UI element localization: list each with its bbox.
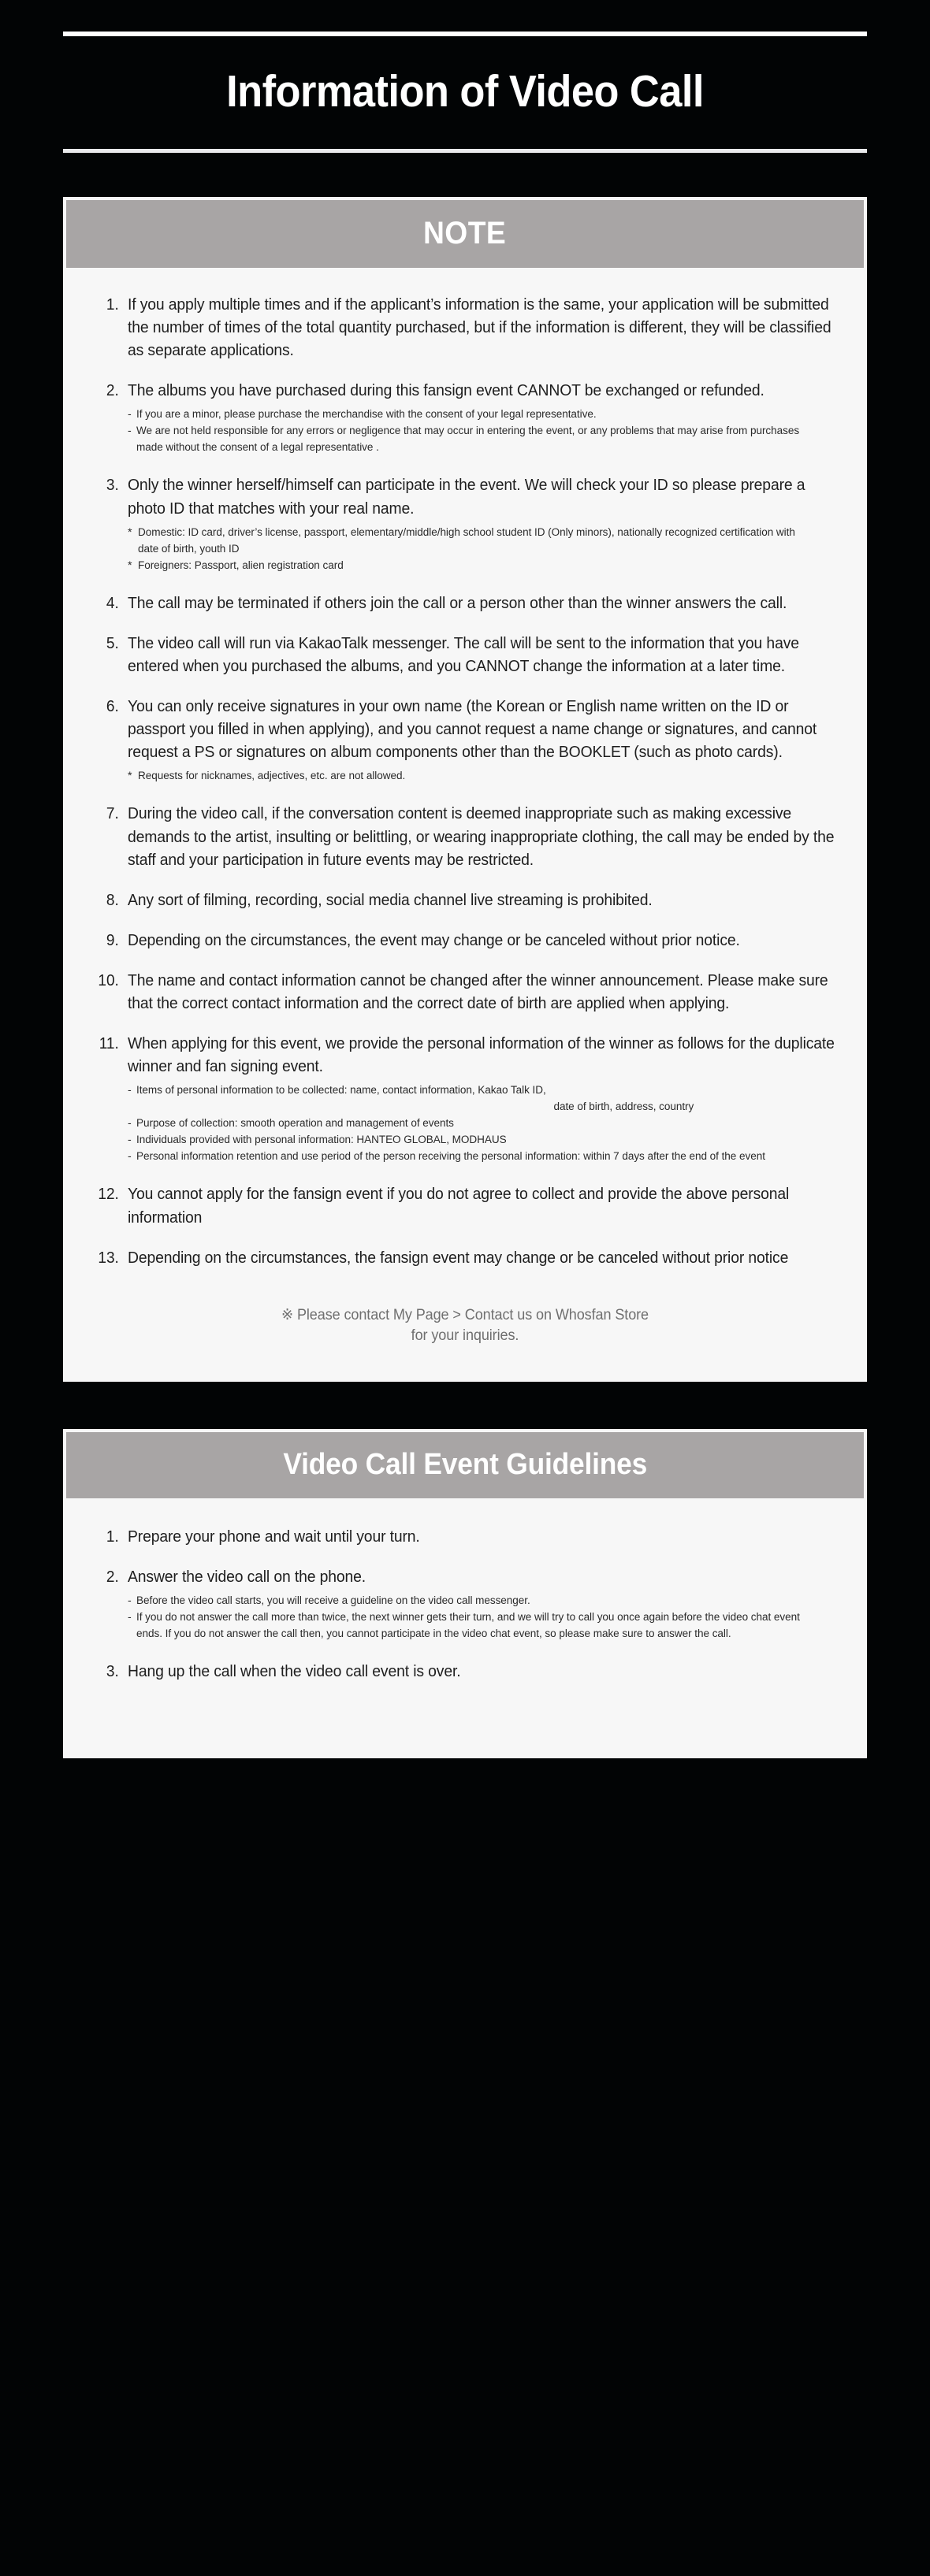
- sub-note-text: Purpose of collection: smooth operation and management of events: [136, 1117, 454, 1130]
- note-panel-header: [66, 200, 864, 268]
- list-item-number: 2.: [106, 381, 119, 400]
- list-item-text: Prepare your phone and wait until your turn.: [128, 1527, 420, 1546]
- sub-note-text: Domestic: ID card, driver’s license, passport, elementary/middle/high school student ID (Only minors), nationally recognized certification with date of birth, youth ID: [138, 525, 795, 555]
- dash-marker-icon: -: [128, 1117, 132, 1130]
- list-item-content: [128, 473, 835, 573]
- list-item-text: Answer the video call on the phone.: [128, 1568, 366, 1587]
- list-item-number: 2.: [106, 1568, 119, 1587]
- list-item-text: You cannot apply for the fansign event if you do not agree to collect and provide the above personal information: [128, 1185, 790, 1227]
- sub-note-list: [128, 525, 835, 574]
- sub-note-text: We are not held responsible for any errors or negligence that may occur in entering the event, or any problems that may arise from purchases made without the consent of a legal representative .: [136, 425, 800, 455]
- sub-note: [128, 1593, 835, 1609]
- sub-note-list: [128, 768, 835, 785]
- sub-note-list: [128, 1593, 835, 1642]
- guidelines-panel: [63, 1429, 867, 1758]
- list-item-content: [128, 632, 835, 677]
- dash-marker-icon: -: [128, 1084, 132, 1097]
- guidelines-item-list: [95, 1525, 835, 1683]
- dash-marker-icon: -: [128, 1134, 132, 1147]
- sub-note: [128, 525, 835, 558]
- list-item-text: Any sort of filming, recording, social media channel live streaming is prohibited.: [128, 890, 653, 909]
- list-item: [95, 293, 835, 362]
- list-item: [95, 473, 835, 573]
- list-item-content: [128, 1032, 835, 1165]
- asterisk-marker-icon: *: [128, 525, 132, 539]
- sub-note-list: [128, 406, 835, 456]
- sub-note: [128, 406, 835, 423]
- title-block: [0, 0, 930, 153]
- list-item-number: 9.: [106, 930, 119, 949]
- dash-marker-icon: -: [128, 1611, 132, 1624]
- list-item-content: [128, 1565, 835, 1642]
- page-title: Information of Video Call: [226, 66, 704, 117]
- list-item: [95, 802, 835, 870]
- sub-note-text: If you do not answer the call more than twice, the next winner gets their turn, and we will try to call you once again before the video chat event ends. If you do not answer the call then, you cannot participate in the video chat event, so please make sure to answer the call.: [136, 1611, 800, 1641]
- list-item: [95, 379, 835, 456]
- sub-note: [128, 1132, 835, 1149]
- title-rule-bottom: [63, 149, 867, 153]
- list-item-text: The albums you have purchased during this fansign event CANNOT be exchanged or refunded.: [128, 381, 764, 400]
- sub-note-list: [128, 1082, 835, 1165]
- list-item-text: Depending on the circumstances, the event may change or be canceled without prior notice.: [128, 930, 740, 949]
- list-item-content: [128, 802, 835, 870]
- sub-note: [128, 1115, 835, 1132]
- list-item-text: You can only receive signatures in your own name (the Korean or English name written on the ID or passport you filled in when applying), and you cannot request a name change or signatures, and cannot request a PS or signatures on album components other than the BOOKLET (such as photo cards).: [128, 697, 817, 762]
- list-item-number: 1.: [106, 1527, 119, 1546]
- sub-note: [128, 1149, 835, 1165]
- list-item: [95, 1032, 835, 1165]
- list-item-text: If you apply multiple times and if the applicant’s information is the same, your application will be submitted the number of times of the total quantity purchased, but if the information is different, they will be classified as separate applications.: [128, 295, 831, 360]
- list-item-text: The call may be terminated if others join the call or a person other than the winner answers the call.: [128, 593, 787, 612]
- sub-note-text: Before the video call starts, you will receive a guideline on the video call messenger.: [136, 1594, 530, 1608]
- list-item-content: [128, 1182, 835, 1228]
- list-item: [95, 632, 835, 677]
- note-footnote-line-1: ※ Please contact My Page > Contact us on Whosfan Store: [281, 1306, 649, 1323]
- note-footnote-line-2: for your inquiries.: [411, 1327, 519, 1345]
- list-item-content: [128, 929, 835, 952]
- list-item-text: The name and contact information cannot be changed after the winner announcement. Please make sure that the correct contact information and the correct date of birth are applied when applying.: [128, 971, 828, 1013]
- sub-note-text: Requests for nicknames, adjectives, etc. are not allowed.: [138, 770, 406, 783]
- sub-note-continuation: date of birth, address, country: [553, 1101, 694, 1114]
- list-item-number: 1.: [106, 295, 119, 314]
- list-item-content: [128, 1246, 835, 1269]
- list-item: [95, 929, 835, 952]
- dash-marker-icon: -: [128, 1594, 132, 1608]
- sub-note: [128, 1082, 835, 1115]
- list-item-content: [128, 1525, 835, 1548]
- guidelines-panel-header: [66, 1432, 864, 1498]
- asterisk-marker-icon: *: [128, 770, 132, 783]
- list-item: [95, 1660, 835, 1683]
- sub-note: [128, 558, 835, 574]
- list-item: [95, 889, 835, 911]
- list-item-text: The video call will run via KakaoTalk messenger. The call will be sent to the information that you have entered when you purchased the albums, and you CANNOT change the information at a later time.: [128, 633, 799, 675]
- list-item: [95, 1246, 835, 1269]
- list-item: [95, 1525, 835, 1548]
- list-item: [95, 592, 835, 614]
- list-item-text: Depending on the circumstances, the fansign event may change or be canceled without prior notice: [128, 1248, 789, 1267]
- guidelines-panel-header-label: Video Call Event Guidelines: [283, 1448, 647, 1481]
- note-item-list: [95, 293, 835, 1269]
- list-item-text: Only the winner herself/himself can participate in the event. We will check your ID so please prepare a photo ID that matches with your real name.: [128, 476, 805, 518]
- list-item: [95, 1565, 835, 1642]
- asterisk-marker-icon: *: [128, 559, 132, 572]
- list-item-text: When applying for this event, we provide the personal information of the winner as follows for the duplicate winner and fan signing event.: [128, 1034, 835, 1076]
- list-item-number: 4.: [106, 593, 119, 612]
- list-item-number: 8.: [106, 890, 119, 909]
- sub-note: [128, 423, 835, 456]
- list-item-number: 6.: [106, 697, 119, 716]
- dash-marker-icon: -: [128, 408, 132, 421]
- sub-note-text: If you are a minor, please purchase the merchandise with the consent of your legal representative.: [136, 408, 597, 421]
- list-item-number: 7.: [106, 804, 119, 823]
- list-item-number: 3.: [106, 1662, 119, 1681]
- list-item-content: [128, 969, 835, 1015]
- note-panel-header-label: NOTE: [423, 216, 507, 251]
- sub-note-text: Individuals provided with personal information: HANTEO GLOBAL, MODHAUS: [136, 1134, 507, 1147]
- list-item-number: 5.: [106, 633, 119, 652]
- sub-note-text: Foreigners: Passport, alien registration card: [138, 559, 344, 572]
- list-item: [95, 695, 835, 785]
- note-panel: [63, 197, 867, 1382]
- note-panel-body: [66, 268, 864, 1382]
- list-item-content: [128, 889, 835, 911]
- list-item: [95, 1182, 835, 1228]
- note-footnote: [95, 1269, 835, 1371]
- list-item-text: Hang up the call when the video call event is over.: [128, 1662, 461, 1681]
- dash-marker-icon: -: [128, 425, 132, 438]
- list-item: [95, 969, 835, 1015]
- list-item-content: [128, 379, 835, 456]
- list-item-content: [128, 293, 835, 362]
- list-item-content: [128, 1660, 835, 1683]
- sub-note-text: Personal information retention and use period of the person receiving the personal information: within 7 days after the end of the event: [136, 1150, 765, 1164]
- list-item-content: [128, 592, 835, 614]
- list-item-number: 10.: [98, 971, 119, 989]
- list-item-number: 12.: [98, 1185, 119, 1204]
- sub-note-text: Items of personal information to be collected: name, contact information, Kakao Talk ID, date of birth, address, country: [136, 1082, 804, 1115]
- list-item-text: During the video call, if the conversation content is deemed inappropriate such as making excessive demands to the artist, insulting or belittling, or wearing inappropriate clothing, the call may be ended by the staff and your participation in future events may be restricted.: [128, 804, 835, 869]
- dash-marker-icon: -: [128, 1150, 132, 1164]
- list-item-number: 13.: [98, 1248, 119, 1267]
- list-item-content: [128, 695, 835, 785]
- list-item-number: 3.: [106, 476, 119, 495]
- guidelines-panel-body: [66, 1498, 864, 1758]
- list-item-number: 11.: [99, 1034, 119, 1053]
- sub-note: [128, 768, 835, 785]
- sub-note: [128, 1609, 835, 1642]
